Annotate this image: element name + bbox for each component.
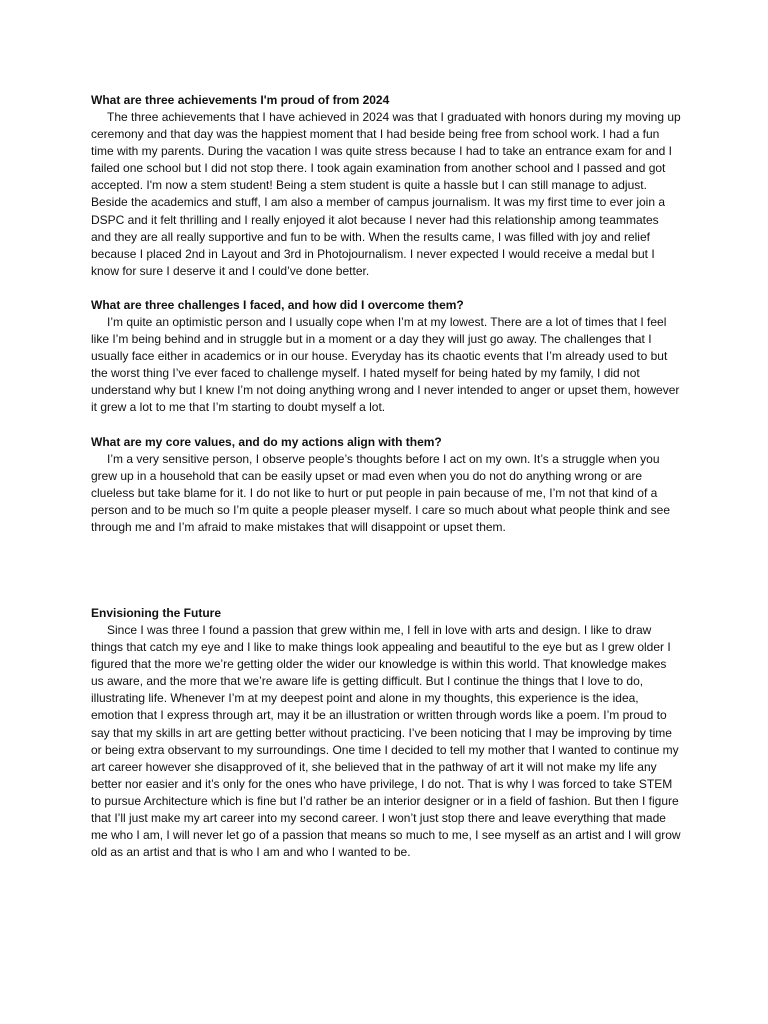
section-spacer [91, 280, 681, 297]
section-core-values [91, 434, 681, 536]
section-future [91, 605, 681, 861]
section-heading: What are three challenges I faced, and how did I overcome them? [91, 297, 464, 312]
section-achievements [91, 92, 681, 280]
section-spacer [91, 417, 681, 434]
section-spacer [91, 536, 681, 605]
section-body: I’m quite an optimistic person and I usually cope when I’m at my lowest. There are a lot of times that I feel like I’m being behind and in struggle but in a moment or a day they will just go away. The challenges that I usually face either in academics or in our house. Everyday has its chaotic events that I’m already used to but the worst thing I’ve ever faced to challenge myself. I hated myself for being hated by my family, I did not understand why but I knew I’m not doing anything wrong and I never intended to anger or upset them, however it grew a lot to me that I’m starting to doubt myself a lot. [91, 314, 680, 415]
section-challenges [91, 297, 681, 417]
section-body: The three achievements that I have achieved in 2024 was that I graduated with honors during my moving up ceremony and that day was the happiest moment that I had beside being free from school work. I had a fun time with my parents. During the vacation I was quite stress because I had to take an entrance exam for and I failed one school but I did not stop there. I took again examination from another school and I passed and got accepted. I'm now a stem student! Being a stem student is quite a hassle but I can still manage to adjust. Beside the academics and stuff, I am also a member of campus journalism. It was my first time to ever join a DSPC and it felt thrilling and I really enjoyed it alot because I never had this relationship among teammates and they are all really supportive and fun to be with. When the results came, I was filled with joy and relief because I placed 2nd in Layout and 3rd in Photojournalism. I never expected I would receive a medal but I know for sure I deserve it and I could’ve done better. [91, 110, 681, 278]
section-body: Since I was three I found a passion that grew within me, I fell in love with arts and design. I like to draw things that catch my eye and I like to make things look appealing and beautiful to the eye but as I grew older I figured that the more we’re getting older the wider our knowledge is within this world. That knowledge makes us aware, and the more that we’re aware life is getting difficult. But I continue the things that I love to do, illustrating life. Whenever I’m at my deepest point and alone in my thoughts, this experience is the idea, emotion that I express through art, may it be an illustration or written through words like a poem. I’m proud to say that my skills in art are getting better without practicing. I’ve been noticing that I may be improving by time or being extra observant to my surroundings. One time I decided to tell my mother that I wanted to continue my art career however she disapproved of it, she believed that in the pathway of art it will not make my life any better nor easier and it’s only for the ones who have privilege, I do not. That is why I was forced to take STEM to pursue Architecture which is fine but I’d rather be an interior designer or in a field of fashion. But then I figure that I’ll just make my art career into my second career. I won’t just stop there and leave everything that made me who I am, I will never let go of a passion that means so much to me, I see myself as an artist and I will grow old as an artist and that is who I am and who I wanted to be. [91, 622, 681, 860]
section-body: I’m a very sensitive person, I observe people’s thoughts before I act on my own. It’s a struggle when you grew up in a household that can be easily upset or mad even when you do not do anything wrong or are clueless but take blame for it. I do not like to hurt or put people in pain because of me, I’m not that kind of a person and to be much so I’m quite a people pleaser myself. I care so much about what people think and see through me and I’m afraid to make mistakes that will disappoint or upset them. [91, 451, 671, 534]
section-heading: Envisioning the Future [91, 605, 222, 620]
document-page [91, 92, 681, 861]
section-heading: What are my core values, and do my actions align with them? [91, 434, 442, 449]
section-heading: What are three achievements I'm proud of from 2024 [91, 93, 390, 107]
